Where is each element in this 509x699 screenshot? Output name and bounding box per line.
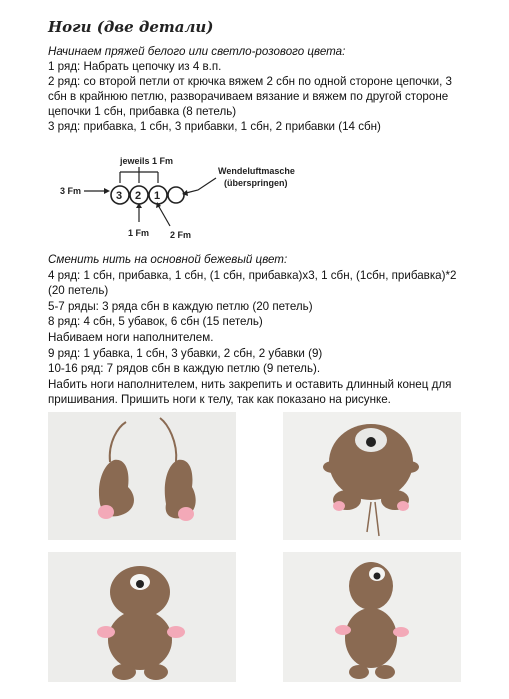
page-title: Ноги (две детали) bbox=[48, 18, 214, 36]
photo-toy-side bbox=[283, 552, 461, 682]
intro-line: 3 ряд: прибавка, 1 сбн, 3 прибавки, 1 сбн, 2 прибавки (14 сбн) bbox=[48, 120, 381, 133]
intro-line: 2 ряд: со второй петли от крючка вяжем 2 сбн по одной стороне цепочки, 3 bbox=[48, 75, 452, 88]
intro-line: сбн в крайнюю петлю, разворачиваем вязание и вяжем по другой стороне bbox=[48, 90, 449, 103]
intro-line: цепочки 1 сбн, прибавка (8 петель) bbox=[48, 105, 237, 118]
row-line: Набить ноги наполнителем, нить закрепить и оставить длинный конец для bbox=[48, 377, 452, 391]
rows-text bbox=[48, 252, 478, 408]
photo-legs bbox=[48, 412, 236, 540]
circle-label: 3 bbox=[116, 190, 123, 202]
stitch-diagram bbox=[48, 150, 318, 242]
row-line: 4 ряд: 1 сбн, прибавка, 1 сбн, (1 сбн, прибавка)х3, 1 сбн, (1сбн, прибавка)*2 bbox=[48, 268, 457, 282]
circle-label: 1 bbox=[154, 190, 161, 202]
row-line: 10-16 ряд: 7 рядов сбн в каждую петлю (9 петель). bbox=[48, 362, 321, 376]
label-bottom-left: 1 Fm bbox=[128, 228, 150, 238]
label-right: Wendeluftmasche bbox=[218, 166, 295, 176]
row-line: Сменить нить на основной бежевый цвет: bbox=[48, 253, 288, 266]
intro-line: 1 ряд: Набрать цепочку из 4 в.п. bbox=[48, 60, 222, 73]
label-top: jeweils 1 Fm bbox=[120, 156, 174, 166]
row-line: Набиваем ноги наполнителем. bbox=[48, 330, 214, 344]
circle-label: 2 bbox=[135, 190, 142, 202]
photo-toy-top bbox=[283, 412, 461, 540]
row-line: пришивания. Пришить ноги к телу, так как показано на рисунке. bbox=[48, 393, 391, 407]
intro-text bbox=[48, 44, 468, 134]
label-left: 3 Fm bbox=[60, 186, 82, 196]
label-bottom-right: 2 Fm bbox=[170, 230, 192, 240]
intro-line: Начинаем пряжей белого или светло-розового цвета: bbox=[48, 45, 346, 58]
row-line: 5-7 ряды: 3 ряда сбн в каждую петлю (20 петель) bbox=[48, 299, 313, 313]
row-line: 9 ряд: 1 убавка, 1 сбн, 3 убавки, 2 сбн, 2 убавки (9) bbox=[48, 346, 323, 360]
turning-chain-circle bbox=[168, 187, 184, 203]
row-line: (20 петель) bbox=[48, 284, 109, 298]
label-right-sub: (überspringen) bbox=[224, 178, 288, 188]
photo-toy-front bbox=[48, 552, 236, 682]
row-line: 8 ряд: 4 сбн, 5 убавок, 6 сбн (15 петель) bbox=[48, 315, 263, 329]
